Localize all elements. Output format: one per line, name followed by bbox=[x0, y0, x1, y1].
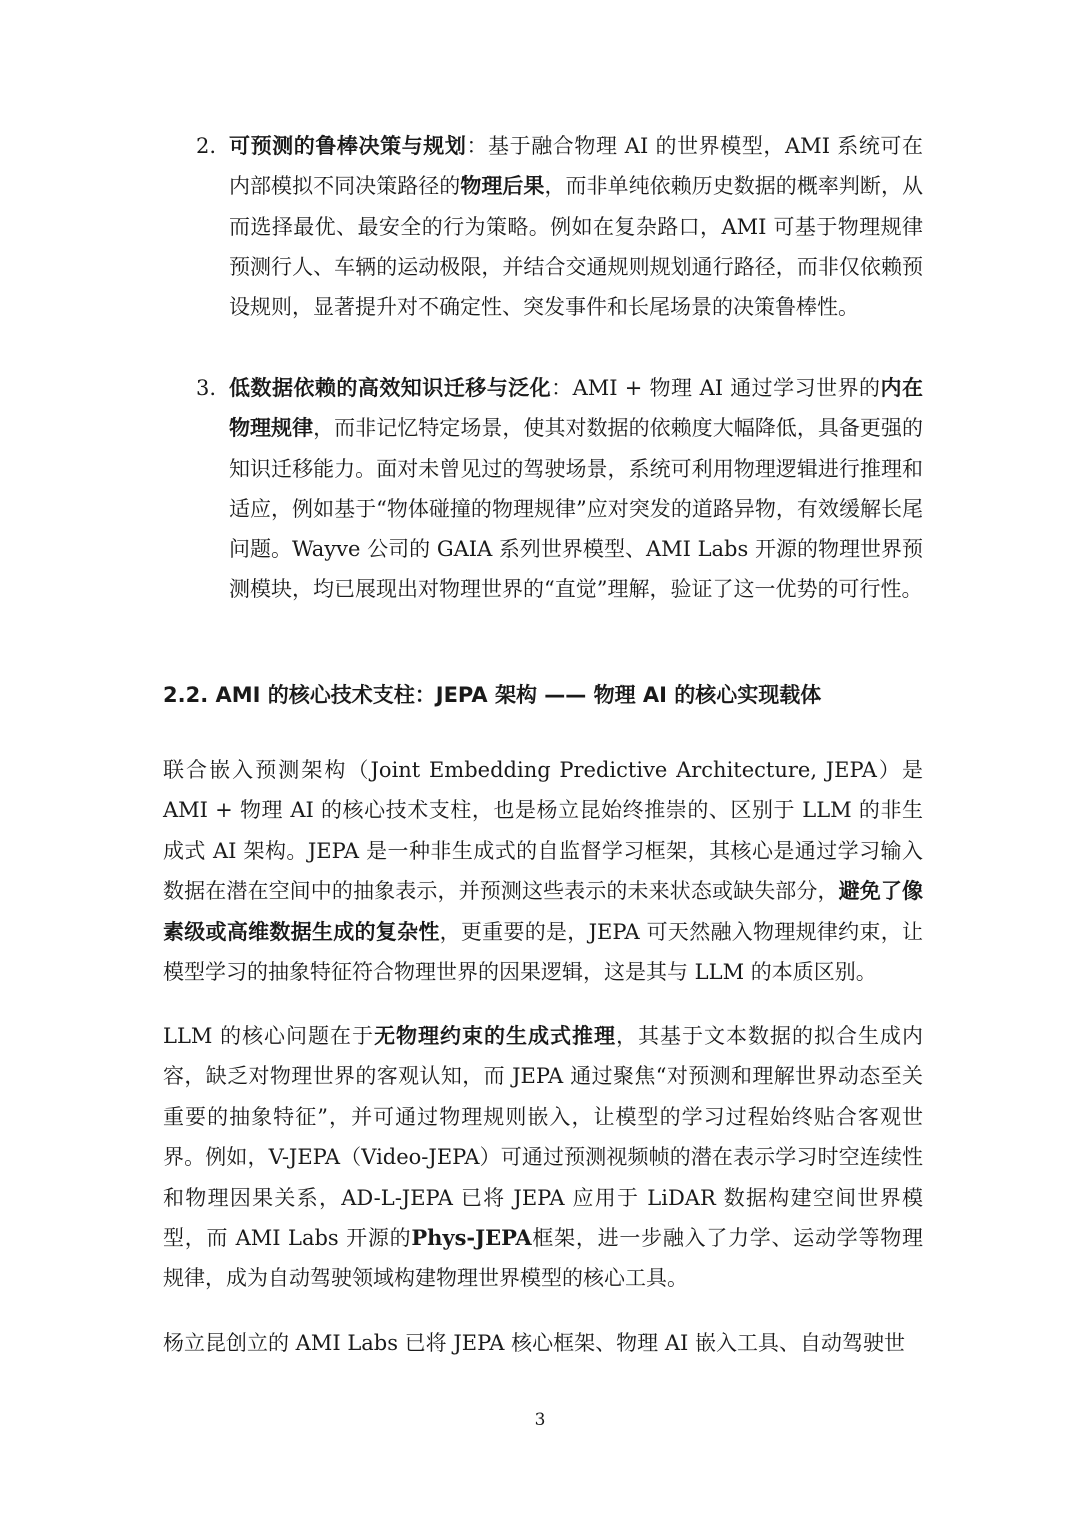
list-item-3 bbox=[163, 368, 923, 610]
list-body bbox=[229, 368, 923, 610]
paragraph-text: ，其基于文本数据的拟合生成内容，缺乏对物理世界的客观认知，而 JEPA 通过聚焦“对预测和理解世界动态至关重要的抽象特征”，并可通过物理规则嵌入，让模型的学习过程始终贴合客观世界。例如，V-JEPA（Video-JEPA）可通过预测视频帧的潜在表示学习时空连续性和物理因果关系，AD-L-JEPA 已将 JEPA 应用于 LiDAR 数据构建空间世界模型，而 AMI Labs 开源的 bbox=[163, 1024, 924, 1251]
paragraph-text: ，更重要的是，JEPA 可天然融入物理规律约束，让模型学习的抽象特征符合物理世界的因果逻辑，这是其与 LLM 的本质区别。 bbox=[163, 919, 923, 985]
paragraph-jepa-intro bbox=[163, 750, 923, 992]
list-text: ：AMI + 物理 AI 通过学习世界的 bbox=[551, 376, 881, 400]
paragraph-text: LLM 的核心问题在于 bbox=[163, 1024, 375, 1048]
emphasis-text: Phys-JEPA bbox=[411, 1225, 532, 1251]
paragraph-llm-comparison bbox=[163, 1016, 923, 1299]
list-number: 3. bbox=[196, 376, 217, 400]
list-number: 2. bbox=[196, 134, 217, 158]
list-body bbox=[229, 126, 923, 327]
emphasis-text: 无物理约束的生成式推理 bbox=[374, 1023, 617, 1048]
paragraph-ami-labs bbox=[163, 1323, 923, 1363]
list-item-2 bbox=[163, 126, 923, 327]
page-number: 3 bbox=[534, 1410, 546, 1430]
paragraph-text: 联合嵌入预测架构（Joint Embedding Predictive Architecture, JEPA）是 AMI + 物理 AI 的核心技术支柱，也是杨立昆始终推崇的、区别于 LLM 的非生成式 AI 架构。JEPA 是一种非生成式的自监督学习框架，其核心是通过学习输入数据在潜在空间中的抽象表示，并预测这些表示的未来状态或缺失部分， bbox=[163, 758, 923, 904]
paragraph-text: 框架，进一步融入了力学、运动学等物理规律，成为自动驾驶领域构建物理世界模型的核心工具。 bbox=[163, 1226, 923, 1291]
emphasis-text: 内在物理规律 bbox=[229, 375, 924, 441]
list-item-title: 低数据依赖的高效知识迁移与泛化 bbox=[229, 375, 552, 400]
list-text: ，而非单纯依赖历史数据的概率判断，从而选择最优、最安全的行为策略。例如在复杂路口，AMI 可基于物理规律预测行人、车辆的运动极限，并结合交通规则规划通行路径，而非仅依赖预设规则，显著提升对不确定性、突发事件和长尾场景的决策鲁棒性。 bbox=[229, 174, 923, 320]
list-item-title: 可预测的鲁棒决策与规划 bbox=[229, 133, 467, 158]
section-heading: 2.2. AMI 的核心技术支柱：JEPA 架构 —— 物理 AI 的核心实现载体 bbox=[163, 683, 822, 707]
list-text: ：基于融合物理 AI 的世界模型，AMI 系统可在内部模拟不同决策路径的 bbox=[229, 134, 923, 199]
emphasis-text: 物理后果 bbox=[460, 173, 545, 199]
list-text: ，而非记忆特定场景，使其对数据的依赖度大幅降低，具备更强的知识迁移能力。面对未曾见过的驾驶场景，系统可利用物理逻辑进行推理和适应，例如基于“物体碰撞的物理规律”应对突发的道路异物，有效缓解长尾问题。Wayve 公司的 GAIA 系列世界模型、AMI Labs 开源的物理世界预测模块，均已展现出对物理世界的“直觉”理解，验证了这一优势的可行性。 bbox=[229, 416, 923, 602]
emphasis-text: 避免了像素级或高维数据生成的复杂性 bbox=[163, 878, 923, 944]
paragraph-text: 杨立昆创立的 AMI Labs 已将 JEPA 核心框架、物理 AI 嵌入工具、自动驾驶世 bbox=[163, 1331, 905, 1355]
